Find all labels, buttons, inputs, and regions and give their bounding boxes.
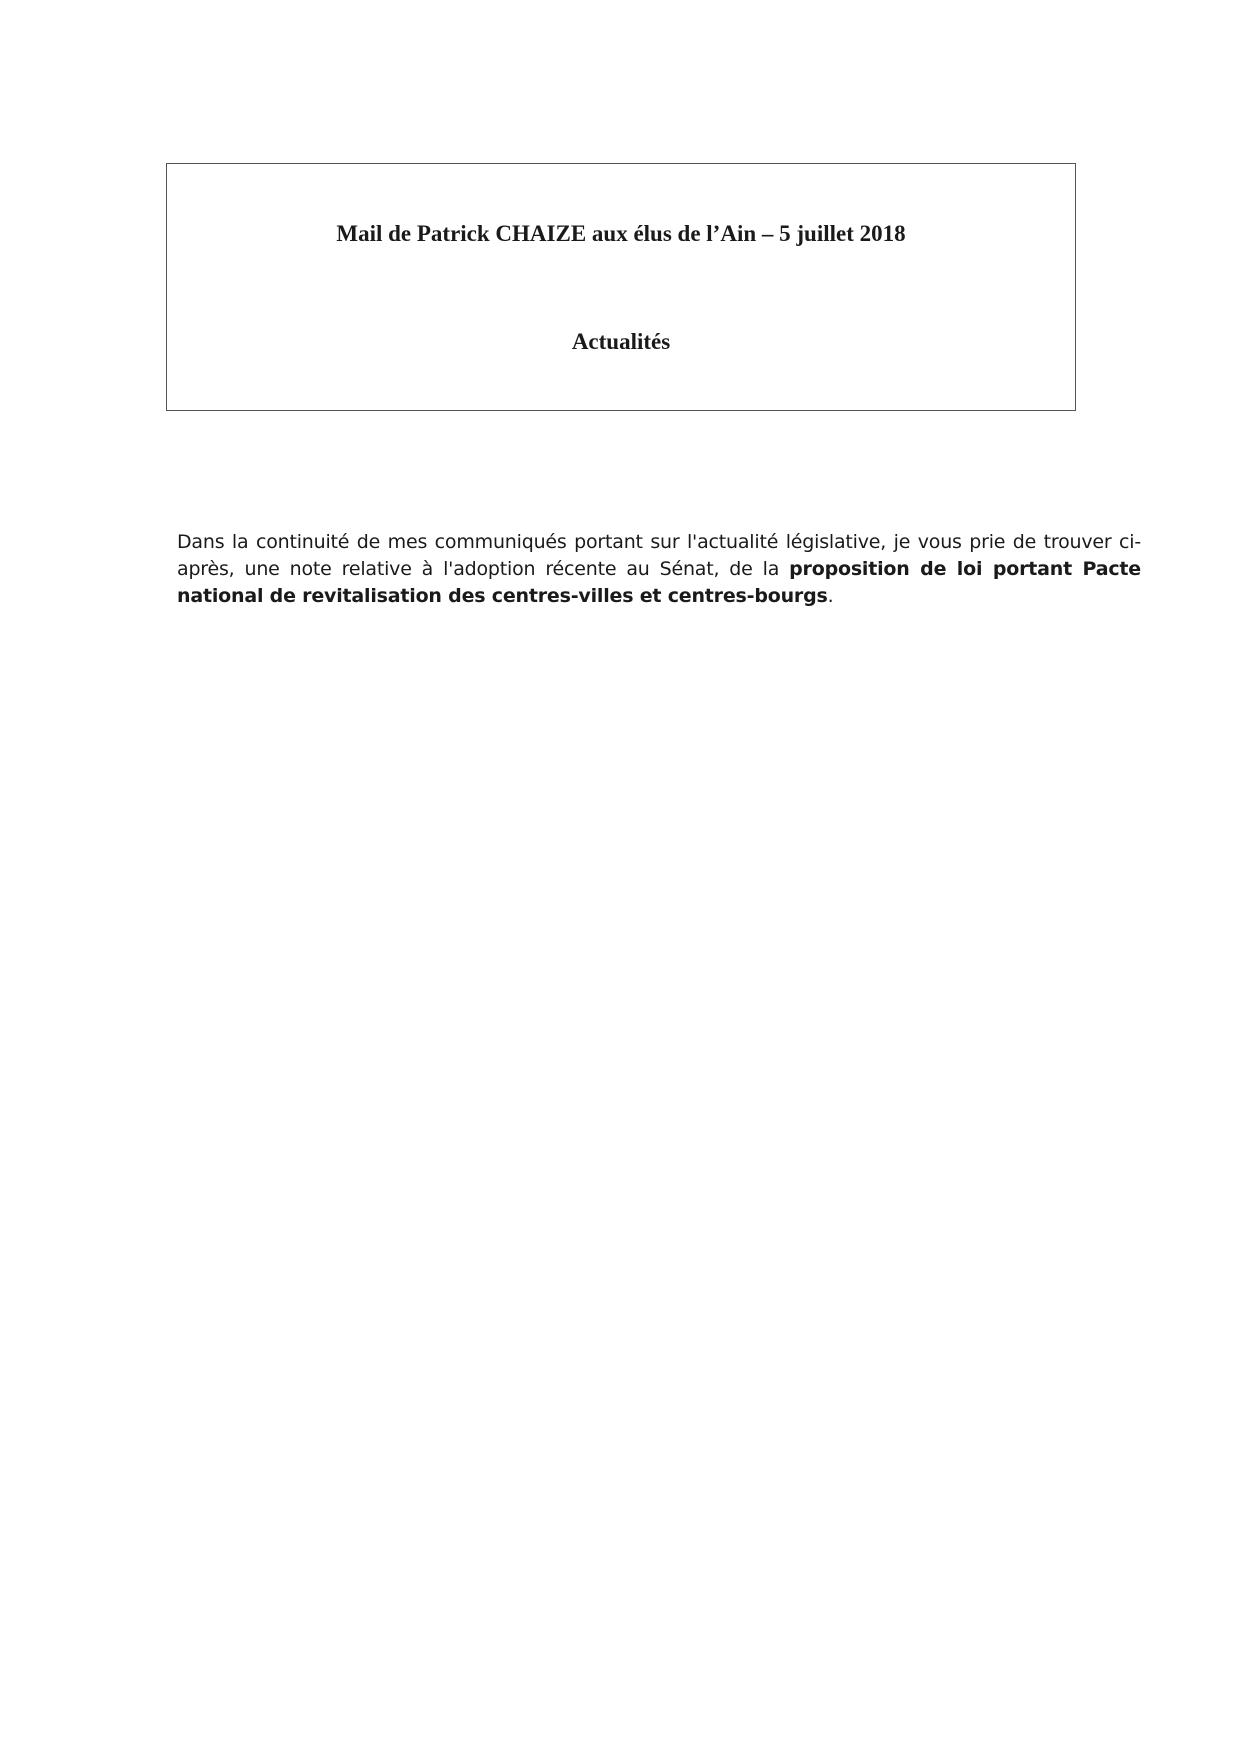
paragraph-end-text: . bbox=[827, 585, 834, 607]
document-subtitle: Actualités bbox=[571, 329, 671, 354]
header-box bbox=[166, 163, 1076, 411]
body-paragraph bbox=[177, 529, 1141, 610]
paragraph-bold-text: proposition de loi portant Pacte national de revitalisation des centres-villes et centres-bourgs bbox=[177, 558, 1141, 607]
paragraph-intro-text: Dans la continuité de mes communiqués portant sur l'actualité législative, je vous prie de trouver ci-après, une note relative à l'adoption récente au Sénat, de la bbox=[177, 531, 1141, 580]
document-title: Mail de Patrick CHAIZE aux élus de l’Ain – 5 juillet 2018 bbox=[336, 221, 906, 246]
